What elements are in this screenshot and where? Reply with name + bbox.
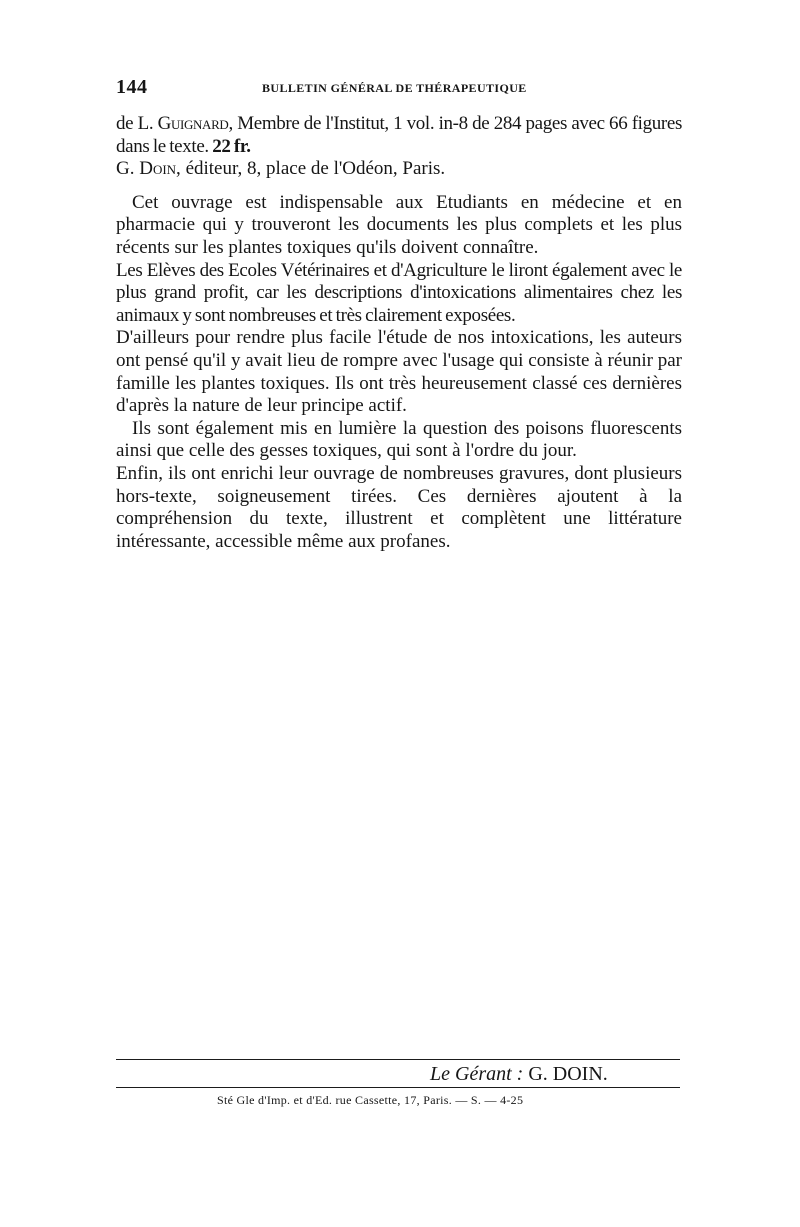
paragraph-4: Ils sont également mis en lumière la question des poisons fluorescents ainsi que celle des gesses toxiques, qui sont à l'ordre du jour. [116, 417, 682, 462]
footer-rule-bottom [116, 1087, 680, 1088]
publisher-name: Doin, [139, 158, 181, 180]
author-description: Membre de l'Institut, 1 vol. in-8 de 284 pages avec 66 figures dans le texte. [116, 113, 683, 157]
page-number: 144 [116, 76, 148, 98]
publisher-address: éditeur, 8, place de l'Odéon, Paris. [185, 158, 446, 180]
running-title: BULLETIN GÉNÉRAL DE THÉRAPEUTIQUE [262, 81, 527, 95]
paragraph-5: Enfin, ils ont enrichi leur ouvrage de nombreuses gravures, dont plusieurs hors-texte, soigneusement tirées. Ces dernières ajoutent à la compréhension du texte, illustrent et complètent une littérature intéressante, accessible même aux profanes. [116, 462, 682, 552]
publisher-initial: G. [116, 158, 135, 180]
paragraph-3: D'ailleurs pour rendre plus facile l'étude de nos intoxications, les auteurs ont pensé qu'il y avait lieu de rompre avec l'usage qui consiste à réunir par famille les plantes toxiques. Ils ont très heureusement classé ces dernières d'après la nature de leur principe actif. [116, 327, 682, 417]
paragraph-1: Cet ouvrage est indispensable aux Etudiants en médecine et en pharmacie qui y trouveront les documents les plus complets et les plus récents sur les plantes toxiques qu'ils doivent connaître. [116, 191, 682, 258]
publisher-line [116, 158, 682, 181]
paragraph-2: Les Elèves des Ecoles Vétérinaires et d'Agriculture le liront également avec le plus grand profit, car les descriptions d'intoxications alimentaires chez les animaux y sont nombreuses et très clairement exposées. [116, 259, 682, 326]
book-price: 22 fr. [212, 135, 251, 157]
manager-name: G. DOIN. [528, 1063, 608, 1085]
footer-rule-top [116, 1059, 680, 1060]
author-name: Guignard, [157, 113, 233, 134]
main-text [116, 113, 682, 553]
manager-signature [430, 1063, 608, 1086]
author-prefix: de L. [116, 113, 154, 134]
book-reference [116, 113, 682, 158]
manager-label: Le Gérant : [430, 1063, 524, 1085]
printer-imprint: Sté Gle d'Imp. et d'Ed. rue Cassette, 17, Paris. — S. — 4-25 [217, 1093, 524, 1107]
